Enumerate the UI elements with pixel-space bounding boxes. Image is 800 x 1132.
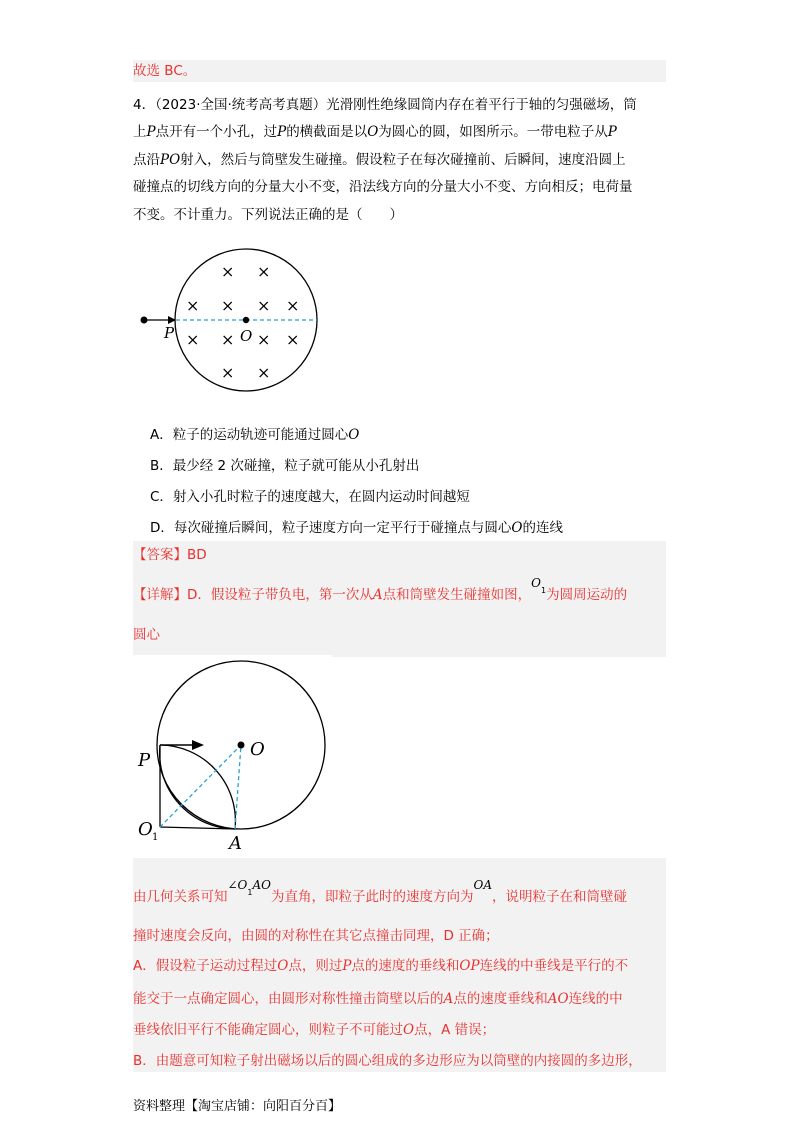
label-o1-sub: 1: [152, 832, 159, 843]
question-number: 4．: [133, 97, 156, 113]
field-cross: ×: [221, 296, 235, 315]
field-cross: ×: [257, 330, 271, 349]
center-dot: [238, 742, 245, 749]
field-cross: ×: [186, 330, 200, 349]
question-line-4: 碰撞点的切线方向的分量大小不变，沿法线方向的分量大小不变、方向相反；电荷量: [133, 179, 633, 195]
particle-dot: [141, 317, 148, 324]
prev-answer-text: 故选 BC。: [133, 63, 197, 79]
question-source: （2023·全国·统考高考真题）: [155, 97, 327, 113]
figure-magnetic-cylinder: [130, 245, 340, 395]
answer-line: [133, 545, 207, 565]
field-cross: ×: [257, 262, 271, 281]
detail-line-2: 圆心: [133, 627, 160, 643]
page-footer: 资料整理【淘宝店铺：向阳百分百】: [133, 1099, 342, 1114]
center-dot: [243, 317, 249, 323]
field-cross: ×: [221, 330, 235, 349]
field-cross: ×: [286, 296, 300, 315]
option-b[interactable]: B．最少经 2 次碰撞，粒子就可能从小孔射出: [150, 458, 420, 474]
label-o: O: [250, 739, 265, 760]
question-line-3: 点沿PO射入，然后与筒壁发生碰撞。假设粒子在每次碰撞前、后瞬间，速度沿圆上: [133, 152, 626, 168]
detail-tag: 【详解】: [133, 587, 187, 603]
option-d[interactable]: D．每次碰撞后瞬间，粒子速度方向一定平行于碰撞点与圆心O的连线: [150, 520, 563, 536]
option-a[interactable]: A．粒子的运动轨迹可能通过圆心O: [150, 427, 360, 443]
field-cross: ×: [221, 262, 235, 281]
detail-line-5: A．假设粒子运动过程过O点，则过P点的速度的垂线和OP连线的中垂线是平行的不: [133, 958, 629, 974]
magnetic-field-marks: [186, 262, 299, 382]
answer-tag: 【答案】: [133, 547, 187, 563]
detail-line-7: 垂线依旧平行不能确定圆心，则粒子不可能过O点，A 错误；: [133, 1022, 496, 1038]
label-o: O: [240, 327, 253, 345]
field-cross: ×: [186, 296, 200, 315]
field-cross: ×: [221, 363, 235, 382]
question-line-1: 4．（2023·全国·统考高考真题）光滑刚性绝缘圆筒内存在着平行于轴的匀强磁场，筒: [133, 97, 637, 113]
label-p: P: [138, 750, 151, 771]
figure-collision-geometry: [134, 655, 332, 855]
field-cross: ×: [286, 330, 300, 349]
label-o1: O: [138, 819, 153, 840]
detail-line-8: B．由题意可知粒子射出磁场以后的圆心组成的多边形应为以筒壁的内接圆的多边形，: [133, 1053, 642, 1069]
field-cross: ×: [257, 296, 271, 315]
detail-line-6: 能交于一点确定圆心，由圆形对称性撞击筒壁以后的A点的速度垂线和AO连线的中: [133, 991, 623, 1007]
question-line-5: 不变。不计重力。下列说法正确的是（ ）: [133, 207, 403, 223]
detail-line-4: 撞时速度会反向，由圆的对称性在其它点撞击同理，D 正确；: [133, 928, 499, 944]
field-cross: ×: [257, 363, 271, 382]
detail-line-1: 【详解】D．假设粒子带负电，第一次从A点和筒壁发生碰撞如图，$O_1$为圆周运动的: [133, 576, 628, 603]
prev-answer-band: [133, 60, 666, 82]
label-p: P: [164, 324, 175, 342]
detail-line-3: 由几何关系可知$\angle O_1AO$为直角，即粒子此时的速度方向为OA，说明粒子在和筒壁碰: [133, 878, 628, 905]
question-line-2: 上P点开有一个小孔，过P的横截面是以O为圆心的圆，如图所示。一带电粒子从P: [133, 124, 617, 140]
label-a: A: [229, 833, 242, 854]
option-c[interactable]: C．射入小孔时粒子的速度越大，在圆内运动时间越短: [150, 489, 470, 505]
answer-value: BD: [187, 547, 207, 563]
